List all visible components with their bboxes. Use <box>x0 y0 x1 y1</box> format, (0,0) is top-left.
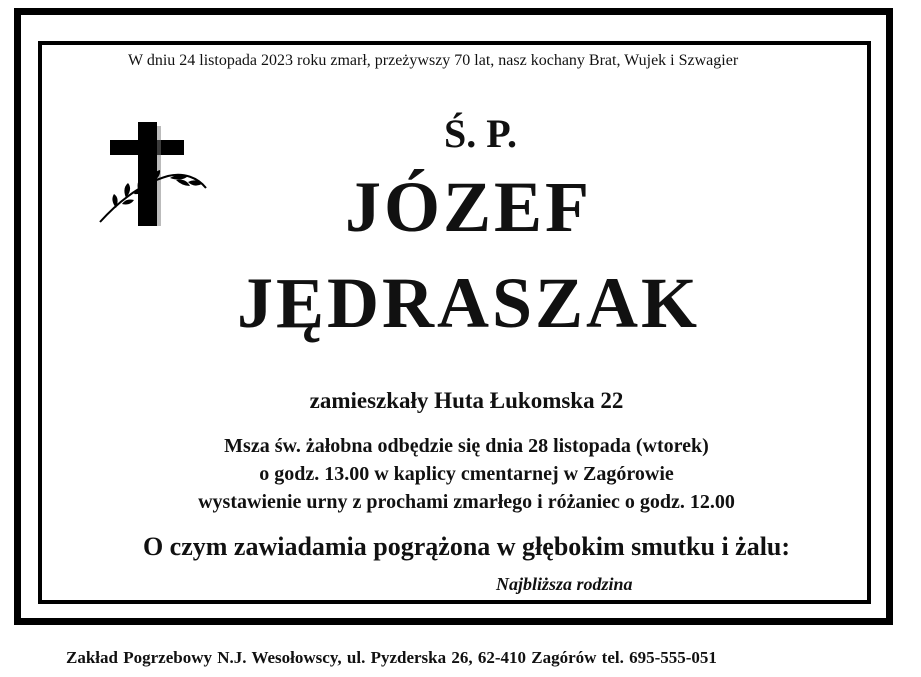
prefix-text: Ś. P. <box>444 111 518 156</box>
mass-line: wystawienie urny z prochami zmarłego i różaniec o godz. 12.00 <box>198 491 735 513</box>
deceased-last-name: JĘDRASZAK <box>236 263 701 343</box>
mass-line: o godz. 13.00 w kaplicy cmentarnej w Zagórowie <box>259 463 674 485</box>
mass-line: Msza św. żałobna odbędzie się dnia 28 listopada (wtorek) <box>224 435 709 457</box>
residence-text: zamieszkały Huta Łukomska 22 <box>309 388 624 413</box>
signature-text: Najbliższa rodzina <box>496 574 633 594</box>
deceased-first-name: JÓZEF <box>344 167 593 247</box>
mass-details <box>6 432 921 516</box>
notice-text: O czym zawiadamia pogrążona w głębokim smutku i żalu: <box>142 532 791 561</box>
intro-text: W dniu 24 listopada 2023 roku zmarł, przeżywszy 70 lat, nasz kochany Brat, Wujek i Szwagier <box>128 52 739 69</box>
funeral-home-footer: Zakład Pogrzebowy N.J. Wesołowscy, ul. Pyzderska 26, 62-410 Zagórów tel. 695-555-051 <box>66 648 717 667</box>
